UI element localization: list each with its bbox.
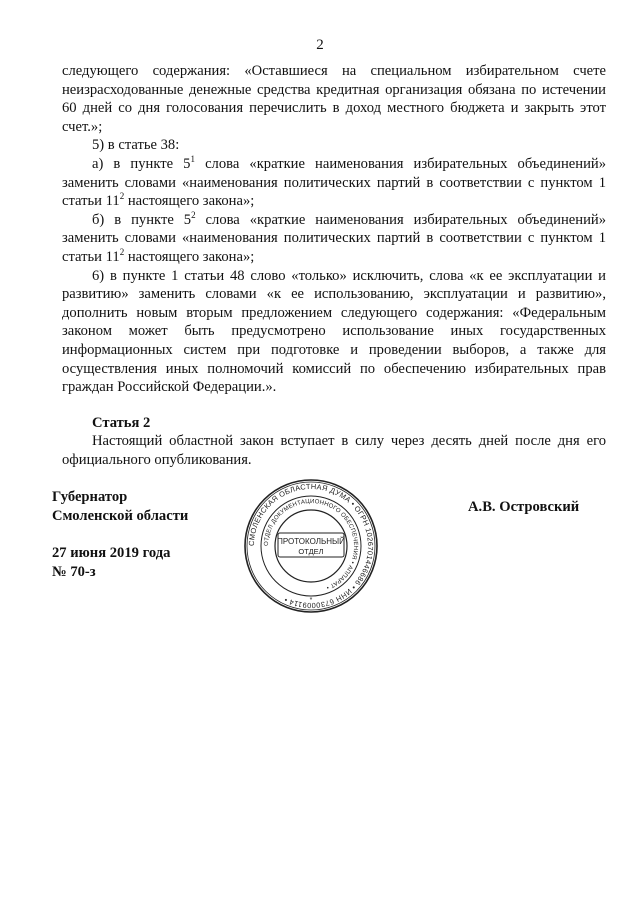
seal-outer-textpath: СМОЛЕНСКАЯ ОБЛАСТНАЯ ДУМА • ОГРН 1026701446686 • ИНН 6730009114 • [246, 481, 376, 611]
seal-center-line1: ПРОТОКОЛЬНЫЙ [277, 537, 345, 546]
item-5a-text-3: настоящего закона»; [124, 193, 255, 210]
item-5a-text-2: слова «краткие наименования избирательных объединений» заменить словами «наименования политических партий в соответствии с пунктом 1 статьи 11 [62, 155, 606, 210]
paragraph-continuation: следующего содержания: «Оставшиеся на специальном избирательном счете неизрасходованные денежные средства кредитная организация обязана по истечении 60 дней со дня голосования перечислить в доход местного бюджета и закрыть этот счет.»; [62, 63, 606, 135]
official-seal-stamp [243, 478, 379, 614]
governor-title-line2: Смоленской области [52, 507, 189, 524]
seal-star-icon: * [309, 597, 313, 604]
article-2-text: Настоящий областной закон вступает в силу через десять дней после дня его официального опубликования. [62, 433, 606, 468]
page-number: 2 [316, 37, 324, 53]
item-5a-superscript-2: 2 [119, 191, 125, 202]
paragraph-item-5b [62, 211, 606, 267]
seal-inner-ring [275, 510, 347, 582]
seal-center-line2: ОТДЕЛ [298, 547, 324, 556]
item-5a-text-1: а) в пункте 5 [92, 155, 191, 172]
paragraph-item-5a [62, 155, 606, 211]
signature-block [52, 488, 188, 581]
item-5b-superscript-2: 2 [119, 246, 125, 257]
governor-title-line1: Губернатор [52, 489, 128, 505]
paragraph-item-5: 5) в статье 38: [92, 137, 180, 154]
seal-inner-textpath: ОТДЕЛ ДОКУМЕНТАЦИОННОГО ОБЕСПЕЧЕНИЯ • АППАРАТ • [263, 498, 359, 591]
law-number: № 70-з [52, 563, 96, 580]
paragraph-item-6: 6) в пункте 1 статьи 48 слово «только» исключить, слова «к ее эксплуатации и развитию» заменить словами «к ее использованию, эксплуатации и развитию», дополнить новым вторым предложением следующего содержания: «Федеральным законом может быть предусмотрено использование иных государственных информационных систем при подготовке и проведении выборов, а также для осуществления иных полномочий комиссий по обеспечению избирательных прав граждан Российской Федерации.». [62, 267, 606, 396]
item-5a-superscript-1: 1 [190, 153, 195, 164]
item-5b-text-2: слова «краткие наименования избирательных объединений» заменить словами «наименования политических партий в соответствии с пунктом 1 статьи 11 [62, 211, 606, 265]
seal-middle-ring [261, 496, 361, 596]
item-5b-superscript-1: 2 [191, 209, 196, 220]
section-gap [62, 397, 606, 414]
article-2-heading: Статья 2 [92, 414, 151, 431]
item-5b-text-3: настоящего закона»; [124, 248, 255, 265]
signing-date: 27 июня 2019 года [52, 545, 171, 561]
document-body [62, 62, 606, 469]
item-5b-text-1: б) в пункте 5 [92, 211, 192, 228]
signatory-name: А.В. Островский [468, 499, 580, 515]
